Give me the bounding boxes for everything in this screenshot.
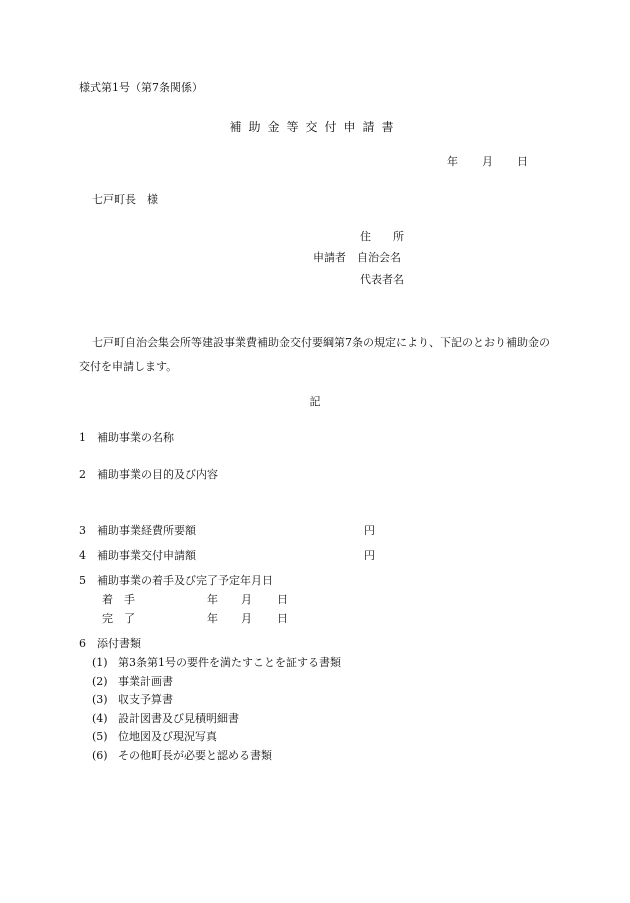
applicant-address-label: 住 所 [360,230,404,243]
item-label: 添付書類 [97,637,141,650]
item-label: 補助事業経費所要額 [97,524,196,537]
schedule-end-label: 完 了 [102,612,135,625]
form-number: 様式第1号（第7条関係） [79,81,203,94]
attachment-label: 第3条第1号の要件を満たすことを証する書類 [118,656,341,669]
schedule-start-label: 着 手 [102,593,135,606]
item-label: 補助事業交付申請額 [97,549,196,562]
attachment-5 [92,731,217,742]
attachment-label: その他町長が必要と認める書類 [118,749,272,762]
attachment-1 [92,657,341,668]
schedule-start-year: 年 [207,593,218,606]
item-label: 補助事業の目的及び内容 [97,468,218,481]
applicant-association-label: 申請者 自治会名 [313,251,401,264]
item-3-unit: 円 [364,524,375,537]
attachment-2 [92,676,173,687]
item-number: 3 [79,524,86,537]
attachment-6 [92,750,272,761]
attachment-label: 設計図書及び見積明細書 [118,712,239,725]
addressee: 七戸町長 様 [92,193,158,206]
attachment-3 [92,694,173,705]
date-month: 月 [482,155,493,168]
applicant-representative-label: 代表者名 [360,273,404,286]
date-day: 日 [517,155,528,168]
schedule-start-month: 月 [241,593,252,606]
attachment-label: 位地図及び現況写真 [118,730,217,743]
item-1 [79,432,174,443]
item-4 [79,550,196,561]
date-year: 年 [447,155,458,168]
item-number: 4 [79,549,86,562]
item-label: 補助事業の名称 [97,431,174,444]
attachment-4 [92,713,239,724]
attachment-number: (6) [92,749,108,762]
attachment-number: (2) [92,675,108,688]
item-5 [79,575,273,586]
item-6 [79,638,141,649]
item-number: 2 [79,468,86,481]
attachment-label: 収支予算書 [118,693,173,706]
attachment-number: (3) [92,693,108,706]
item-number: 6 [79,637,86,650]
item-3 [79,525,196,536]
item-4-unit: 円 [364,549,375,562]
application-statement: 七戸町自治会集会所等建設事業費補助金交付要綱第7条の規定により、下記のとおり補助金の交付を申請します。 [79,336,550,373]
schedule-end-day: 日 [277,612,288,625]
document-title: 補助金等交付申請書 [229,120,401,134]
schedule-end-month: 月 [241,612,252,625]
attachment-label: 事業計画書 [118,675,173,688]
item-label: 補助事業の着手及び完了予定年月日 [97,574,273,587]
attachment-number: (1) [92,656,108,669]
schedule-start-day: 日 [277,593,288,606]
item-number: 1 [79,431,86,444]
schedule-end-year: 年 [207,612,218,625]
ki-heading: 記 [309,395,321,408]
date-line [447,156,528,167]
attachment-number: (5) [92,730,108,743]
item-2 [79,469,218,480]
item-number: 5 [79,574,86,587]
attachment-number: (4) [92,712,108,725]
